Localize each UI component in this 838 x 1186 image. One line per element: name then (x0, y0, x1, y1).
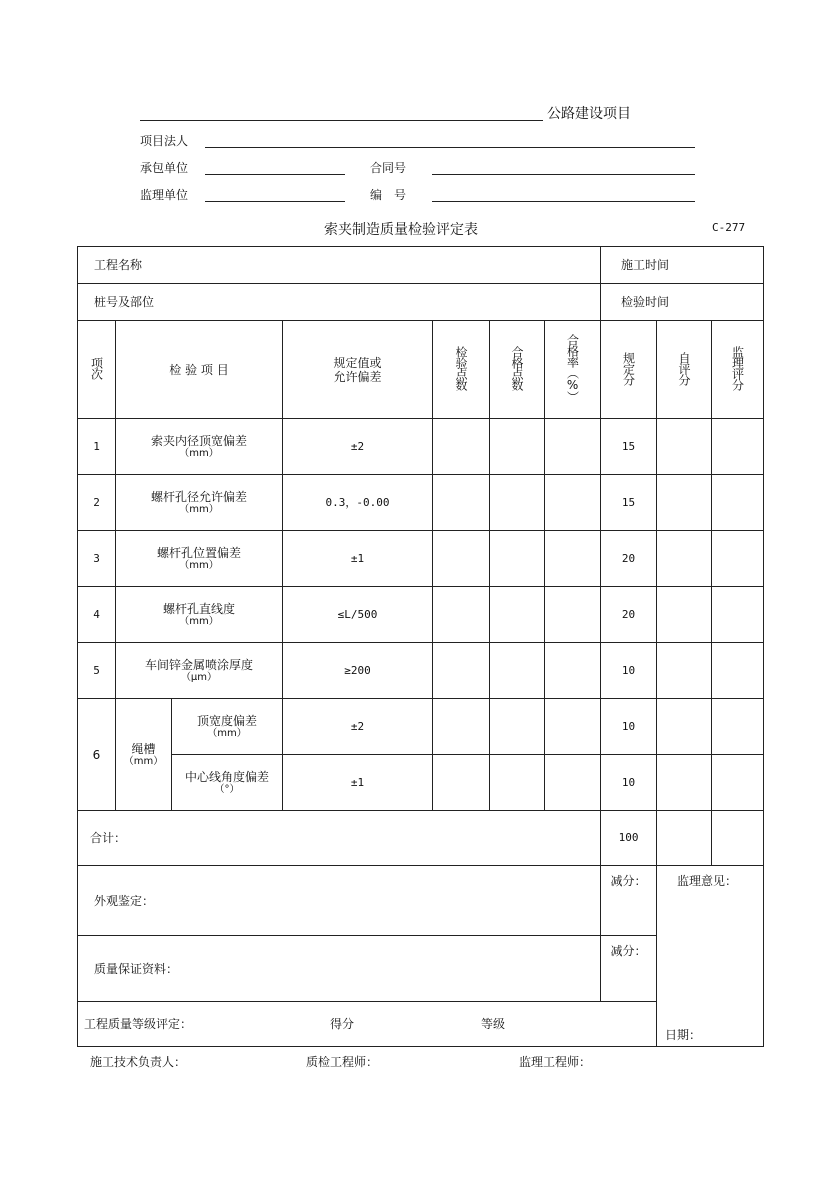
col-spec-header: 规定值或 允许偏差 (283, 321, 433, 419)
row-no: 3 (78, 531, 116, 587)
pass-points-cell[interactable] (490, 475, 545, 531)
check-points-cell[interactable] (433, 587, 490, 643)
row-no: 2 (78, 475, 116, 531)
grade-score-label: 得分 (330, 1017, 355, 1031)
project-name-line[interactable] (140, 120, 543, 121)
row-score: 10 (601, 643, 657, 699)
table-row (78, 587, 764, 643)
total-label: 合计： (78, 811, 601, 866)
row-spec: 0.3，-0.00 (283, 475, 433, 531)
row-spec: ±1 (283, 531, 433, 587)
row-item: 索夹内径顶宽偏差 （mm） (116, 419, 283, 475)
construction-time-cell[interactable]: 施工时间 (601, 247, 764, 284)
grade-label: 工程质量等级评定： (84, 1017, 193, 1031)
col-check-points-header: 检验点数 (433, 321, 490, 419)
pass-rate-cell[interactable] (545, 699, 601, 755)
row-spec: ±2 (283, 419, 433, 475)
check-points-cell[interactable] (433, 419, 490, 475)
owner-field[interactable] (205, 147, 695, 148)
self-score-cell[interactable] (657, 643, 712, 699)
appearance-deduct[interactable]: 减分： (601, 866, 657, 936)
form-code: C-277 (712, 221, 746, 234)
sup-score-cell[interactable] (712, 531, 764, 587)
station-cell[interactable]: 桩号及部位 (78, 284, 601, 321)
row-no: 5 (78, 643, 116, 699)
self-score-cell[interactable] (657, 419, 712, 475)
col-item-header: 检 验 项 目 (116, 321, 283, 419)
row-score: 20 (601, 531, 657, 587)
sup-engineer-label: 监理工程师： (519, 1055, 592, 1069)
form-title: 索夹制造质量检验评定表 (324, 222, 478, 238)
pass-points-cell[interactable] (490, 699, 545, 755)
supervisor-opinion-cell[interactable] (657, 866, 764, 1047)
tech-lead-label: 施工技术负责人： (90, 1055, 187, 1069)
grade-cell[interactable] (78, 1002, 657, 1047)
row-6b-score: 10 (601, 755, 657, 811)
col-sup-score-header: 监理评分 (712, 321, 764, 419)
supervisor-label: 监理单位 (140, 188, 189, 202)
table-row (78, 419, 764, 475)
row-no: 1 (78, 419, 116, 475)
pass-rate-cell[interactable] (545, 419, 601, 475)
row-item: 螺杆孔直线度 （mm） (116, 587, 283, 643)
pass-points-cell[interactable] (490, 755, 545, 811)
self-score-cell[interactable] (657, 475, 712, 531)
grade-level-label: 等级 (481, 1017, 506, 1031)
supervisor-opinion-label: 监理意见： (677, 874, 738, 888)
table-row (78, 531, 764, 587)
pass-rate-cell[interactable] (545, 587, 601, 643)
sup-score-cell[interactable] (712, 587, 764, 643)
project-suffix: 公路建设项目 (547, 106, 631, 122)
pass-points-cell[interactable] (490, 587, 545, 643)
serial-no-field[interactable] (432, 201, 695, 202)
sup-score-cell[interactable] (712, 755, 764, 811)
row-item: 车间锌金属喷涂厚度 （μm） (116, 643, 283, 699)
owner-label: 项目法人 (140, 134, 189, 148)
row-6a-item: 顶宽度偏差 （mm） (172, 699, 283, 755)
inspection-table (77, 246, 764, 1047)
check-points-cell[interactable] (433, 643, 490, 699)
sup-score-cell[interactable] (712, 699, 764, 755)
pass-rate-cell[interactable] (545, 475, 601, 531)
inspection-time-cell[interactable]: 检验时间 (601, 284, 764, 321)
check-points-cell[interactable] (433, 475, 490, 531)
check-points-cell[interactable] (433, 755, 490, 811)
col-pass-points-header: 合格点数 (490, 321, 545, 419)
contractor-field[interactable] (205, 174, 345, 175)
contract-no-field[interactable] (432, 174, 695, 175)
check-points-cell[interactable] (433, 531, 490, 587)
col-score-header: 规定分 (601, 321, 657, 419)
row-6b-spec: ±1 (283, 755, 433, 811)
pass-points-cell[interactable] (490, 531, 545, 587)
appearance-label[interactable]: 外观鉴定： (78, 866, 601, 936)
total-score: 100 (601, 811, 657, 866)
pass-rate-cell[interactable] (545, 643, 601, 699)
col-self-score-header: 自评分 (657, 321, 712, 419)
table-row (78, 475, 764, 531)
row-spec: ≥200 (283, 643, 433, 699)
project-name-cell[interactable]: 工程名称 (78, 247, 601, 284)
row-item: 螺杆孔径允许偏差 （mm） (116, 475, 283, 531)
self-score-cell[interactable] (657, 755, 712, 811)
pass-points-cell[interactable] (490, 643, 545, 699)
self-score-cell[interactable] (657, 587, 712, 643)
self-score-cell[interactable] (657, 699, 712, 755)
pass-rate-cell[interactable] (545, 755, 601, 811)
row-6-no: 6 (78, 699, 116, 811)
qc-engineer-label: 质检工程师： (306, 1055, 379, 1069)
contractor-label: 承包单位 (140, 161, 189, 175)
sup-score-cell[interactable] (712, 643, 764, 699)
row-6b-item: 中心线角度偏差 （°） (172, 755, 283, 811)
col-no-header: 项次 (78, 321, 116, 419)
total-self-score[interactable] (657, 811, 712, 866)
sup-score-cell[interactable] (712, 475, 764, 531)
date-label: 日期： (665, 1028, 702, 1042)
row-6a-spec: ±2 (283, 699, 433, 755)
row-no: 4 (78, 587, 116, 643)
row-spec: ≤L/500 (283, 587, 433, 643)
col-pass-rate-header: 合格率（%） (545, 321, 601, 419)
sup-score-cell[interactable] (712, 419, 764, 475)
pass-points-cell[interactable] (490, 419, 545, 475)
row-score: 15 (601, 419, 657, 475)
total-sup-score[interactable] (712, 811, 764, 866)
pass-rate-cell[interactable] (545, 531, 601, 587)
row-6-group: 绳槽 （mm） (116, 699, 172, 811)
row-score: 20 (601, 587, 657, 643)
quality-docs-label[interactable]: 质量保证资料： (78, 936, 601, 1002)
row-item: 螺杆孔位置偏差 （mm） (116, 531, 283, 587)
row-score: 15 (601, 475, 657, 531)
row-6a-score: 10 (601, 699, 657, 755)
table-row (78, 643, 764, 699)
contract-no-label: 合同号 (370, 161, 407, 175)
check-points-cell[interactable] (433, 699, 490, 755)
self-score-cell[interactable] (657, 531, 712, 587)
supervisor-field[interactable] (205, 201, 345, 202)
serial-no-label: 编 号 (370, 188, 407, 202)
quality-docs-deduct[interactable]: 减分： (601, 936, 657, 1002)
